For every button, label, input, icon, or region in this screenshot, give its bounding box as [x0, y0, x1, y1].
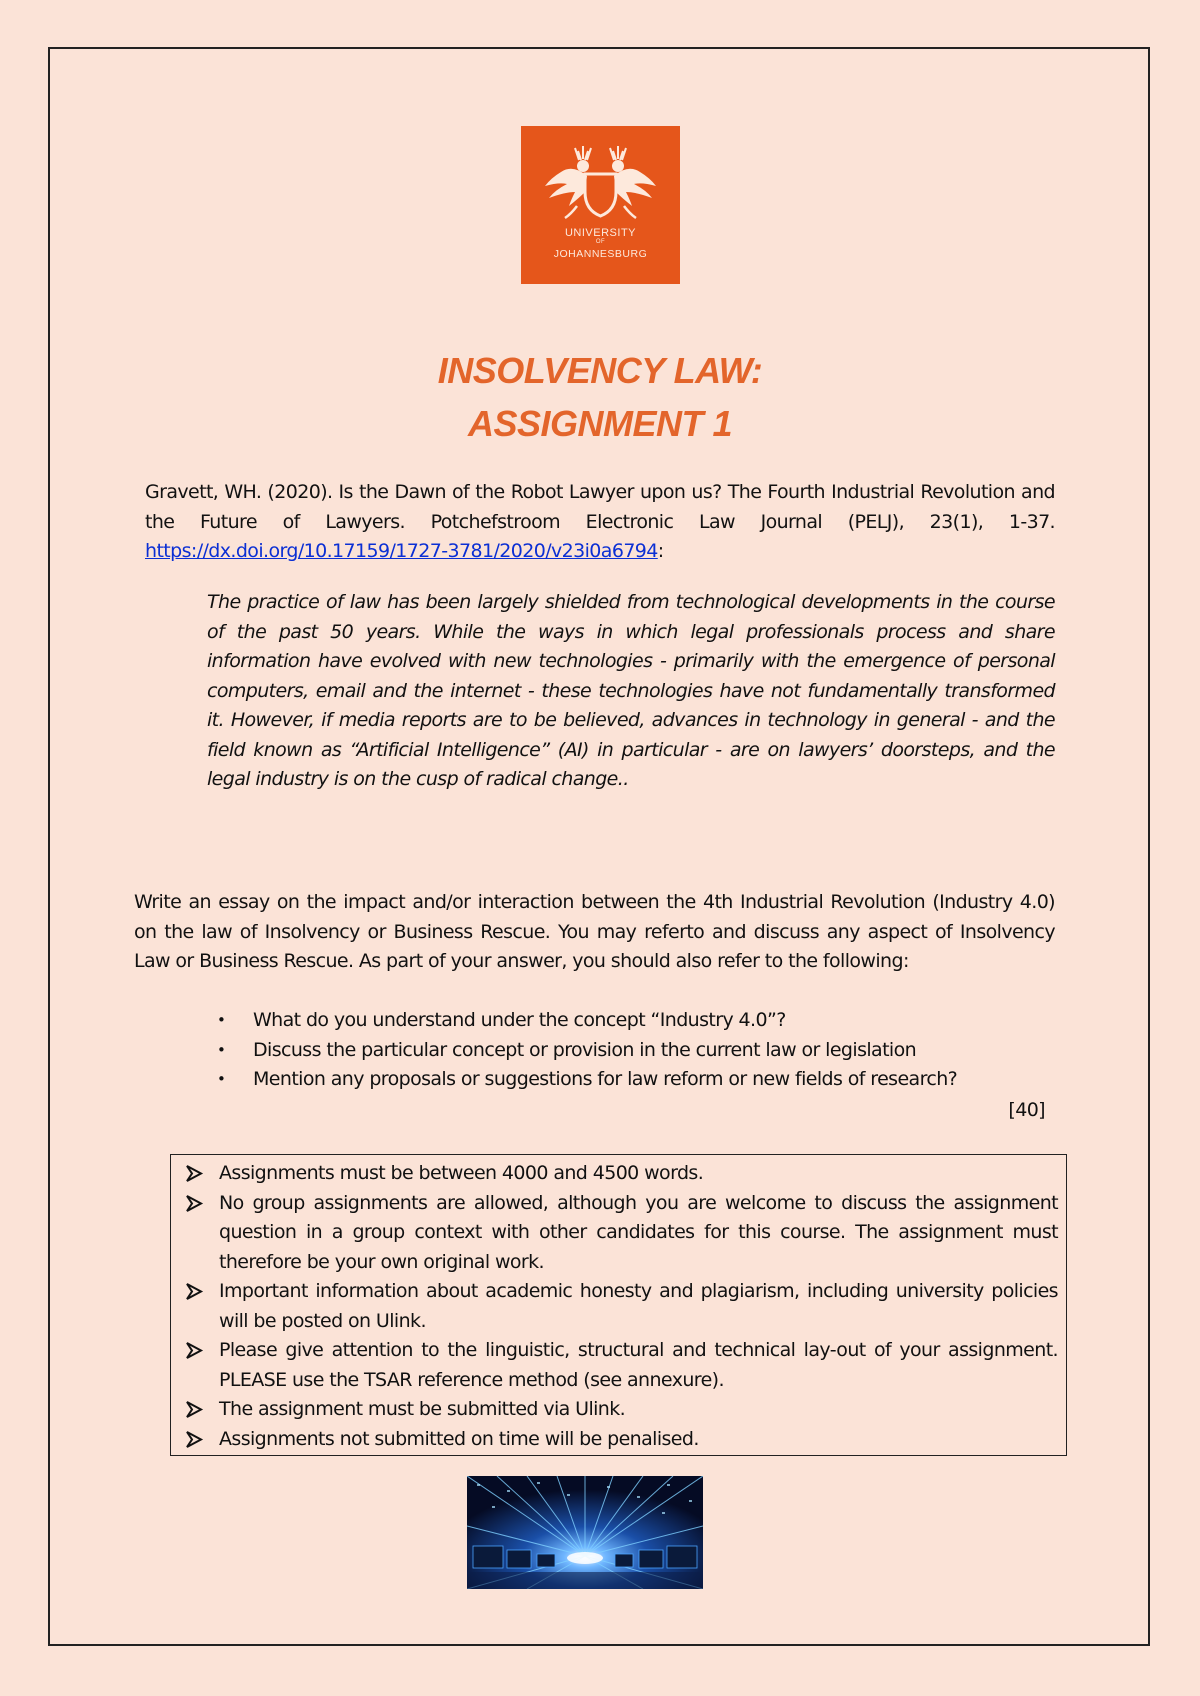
- assignment-rules-box: [170, 1154, 1067, 1456]
- digital-tunnel-illustration: [467, 1476, 703, 1589]
- university-logo: [521, 126, 680, 284]
- list-item: [183, 1159, 1058, 1189]
- crest-icon: [521, 126, 680, 284]
- abstract-quote: The practice of law has been largely shielded from technological developments in the course of the past 50 years. While the ways in which legal professionals process and share information have evolved with new technologies - primarily with the emergence of personal computers, email and the internet - these technologies have not fundamentally transformed it. However, if media reports are to be believed, advances in technology in general - and the field known as “Artificial Intelligence” (AI) in particular - are on lawyers’ doorsteps, and the legal industry is on the cusp of radical change..: [207, 591, 1055, 790]
- rules-list: [183, 1159, 1058, 1454]
- bullet-dot-icon: •: [217, 1011, 226, 1029]
- essay-prompt: Write an essay on the impact and/or interaction between the 4th Industrial Revolution (Industry 4.0) on the law of Insolvency or Business Rescue. You may referto and discuss any aspect of Insolvency Law or Business Rescue. As part of your answer, you should also refer to the following:: [134, 891, 1055, 972]
- list-item: [215, 1065, 1065, 1095]
- list-item: [183, 1277, 1058, 1336]
- bullet-text: Discuss the particular concept or provision in the current law or legislation: [253, 1038, 917, 1061]
- bullet-text: What do you understand under the concept “Industry 4.0”?: [253, 1009, 786, 1031]
- technology-tunnel-image: [467, 1476, 703, 1589]
- rule-text: Assignments must be between 4000 and 4500 words.: [219, 1162, 704, 1184]
- arrowhead-bullet-icon: [183, 1425, 205, 1454]
- rule-text: No group assignments are allowed, although you are welcome to discuss the assignment question in a group context with other candidates for this course. The assignment must therefore be your own original work.: [219, 1191, 1058, 1273]
- logo-johannesburg-text: JOHANNESBURG: [553, 248, 648, 260]
- arrowhead-bullet-icon: [183, 1336, 205, 1365]
- page-title-line1: INSOLVENCY LAW:: [437, 350, 763, 391]
- list-item: [183, 1336, 1058, 1395]
- citation-text: Gravett, WH. (2020). Is the Dawn of the Robot Lawyer upon us? The Fourth Industrial Revolution and the Future of Lawyers. Potchefstroom Electronic Law Journal (PELJ), 23(1), 1-37.: [145, 481, 1055, 533]
- marks-total: [40]: [1008, 1099, 1045, 1121]
- page-title-line2: ASSIGNMENT 1: [467, 403, 733, 444]
- arrowhead-bullet-icon: [183, 1159, 205, 1188]
- arrowhead-bullet-icon: [183, 1277, 205, 1306]
- citation-reference: [145, 478, 1055, 567]
- arrowhead-bullet-icon: [183, 1395, 205, 1424]
- essay-bullet-list: [215, 1006, 1065, 1095]
- doi-link[interactable]: https://dx.doi.org/10.17159/1727-3781/2020/v23i0a6794: [145, 540, 658, 562]
- bullet-dot-icon: •: [217, 1040, 226, 1059]
- list-item: [215, 1006, 1065, 1036]
- bullet-dot-icon: •: [217, 1070, 226, 1088]
- logo-university-text: UNIVERSITY: [564, 227, 636, 239]
- rule-text: Important information about academic honesty and plagiarism, including university policies will be posted on Ulink.: [219, 1280, 1058, 1332]
- rule-text: Assignments not submitted on time will be penalised.: [219, 1427, 699, 1450]
- list-item: [183, 1189, 1058, 1278]
- rule-text: The assignment must be submitted via Ulink.: [219, 1398, 626, 1420]
- rule-text: Please give attention to the linguistic, structural and technical lay-out of your assignment. PLEASE use the TSAR reference method (see annexure).: [219, 1339, 1058, 1391]
- logo-of-text: OF: [595, 239, 606, 245]
- list-item: [183, 1395, 1058, 1425]
- arrowhead-bullet-icon: [183, 1189, 205, 1218]
- list-item: [215, 1036, 1065, 1066]
- bullet-text: Mention any proposals or suggestions for law reform or new fields of research?: [253, 1068, 958, 1090]
- list-item: [183, 1425, 1058, 1455]
- citation-suffix: :: [657, 540, 664, 562]
